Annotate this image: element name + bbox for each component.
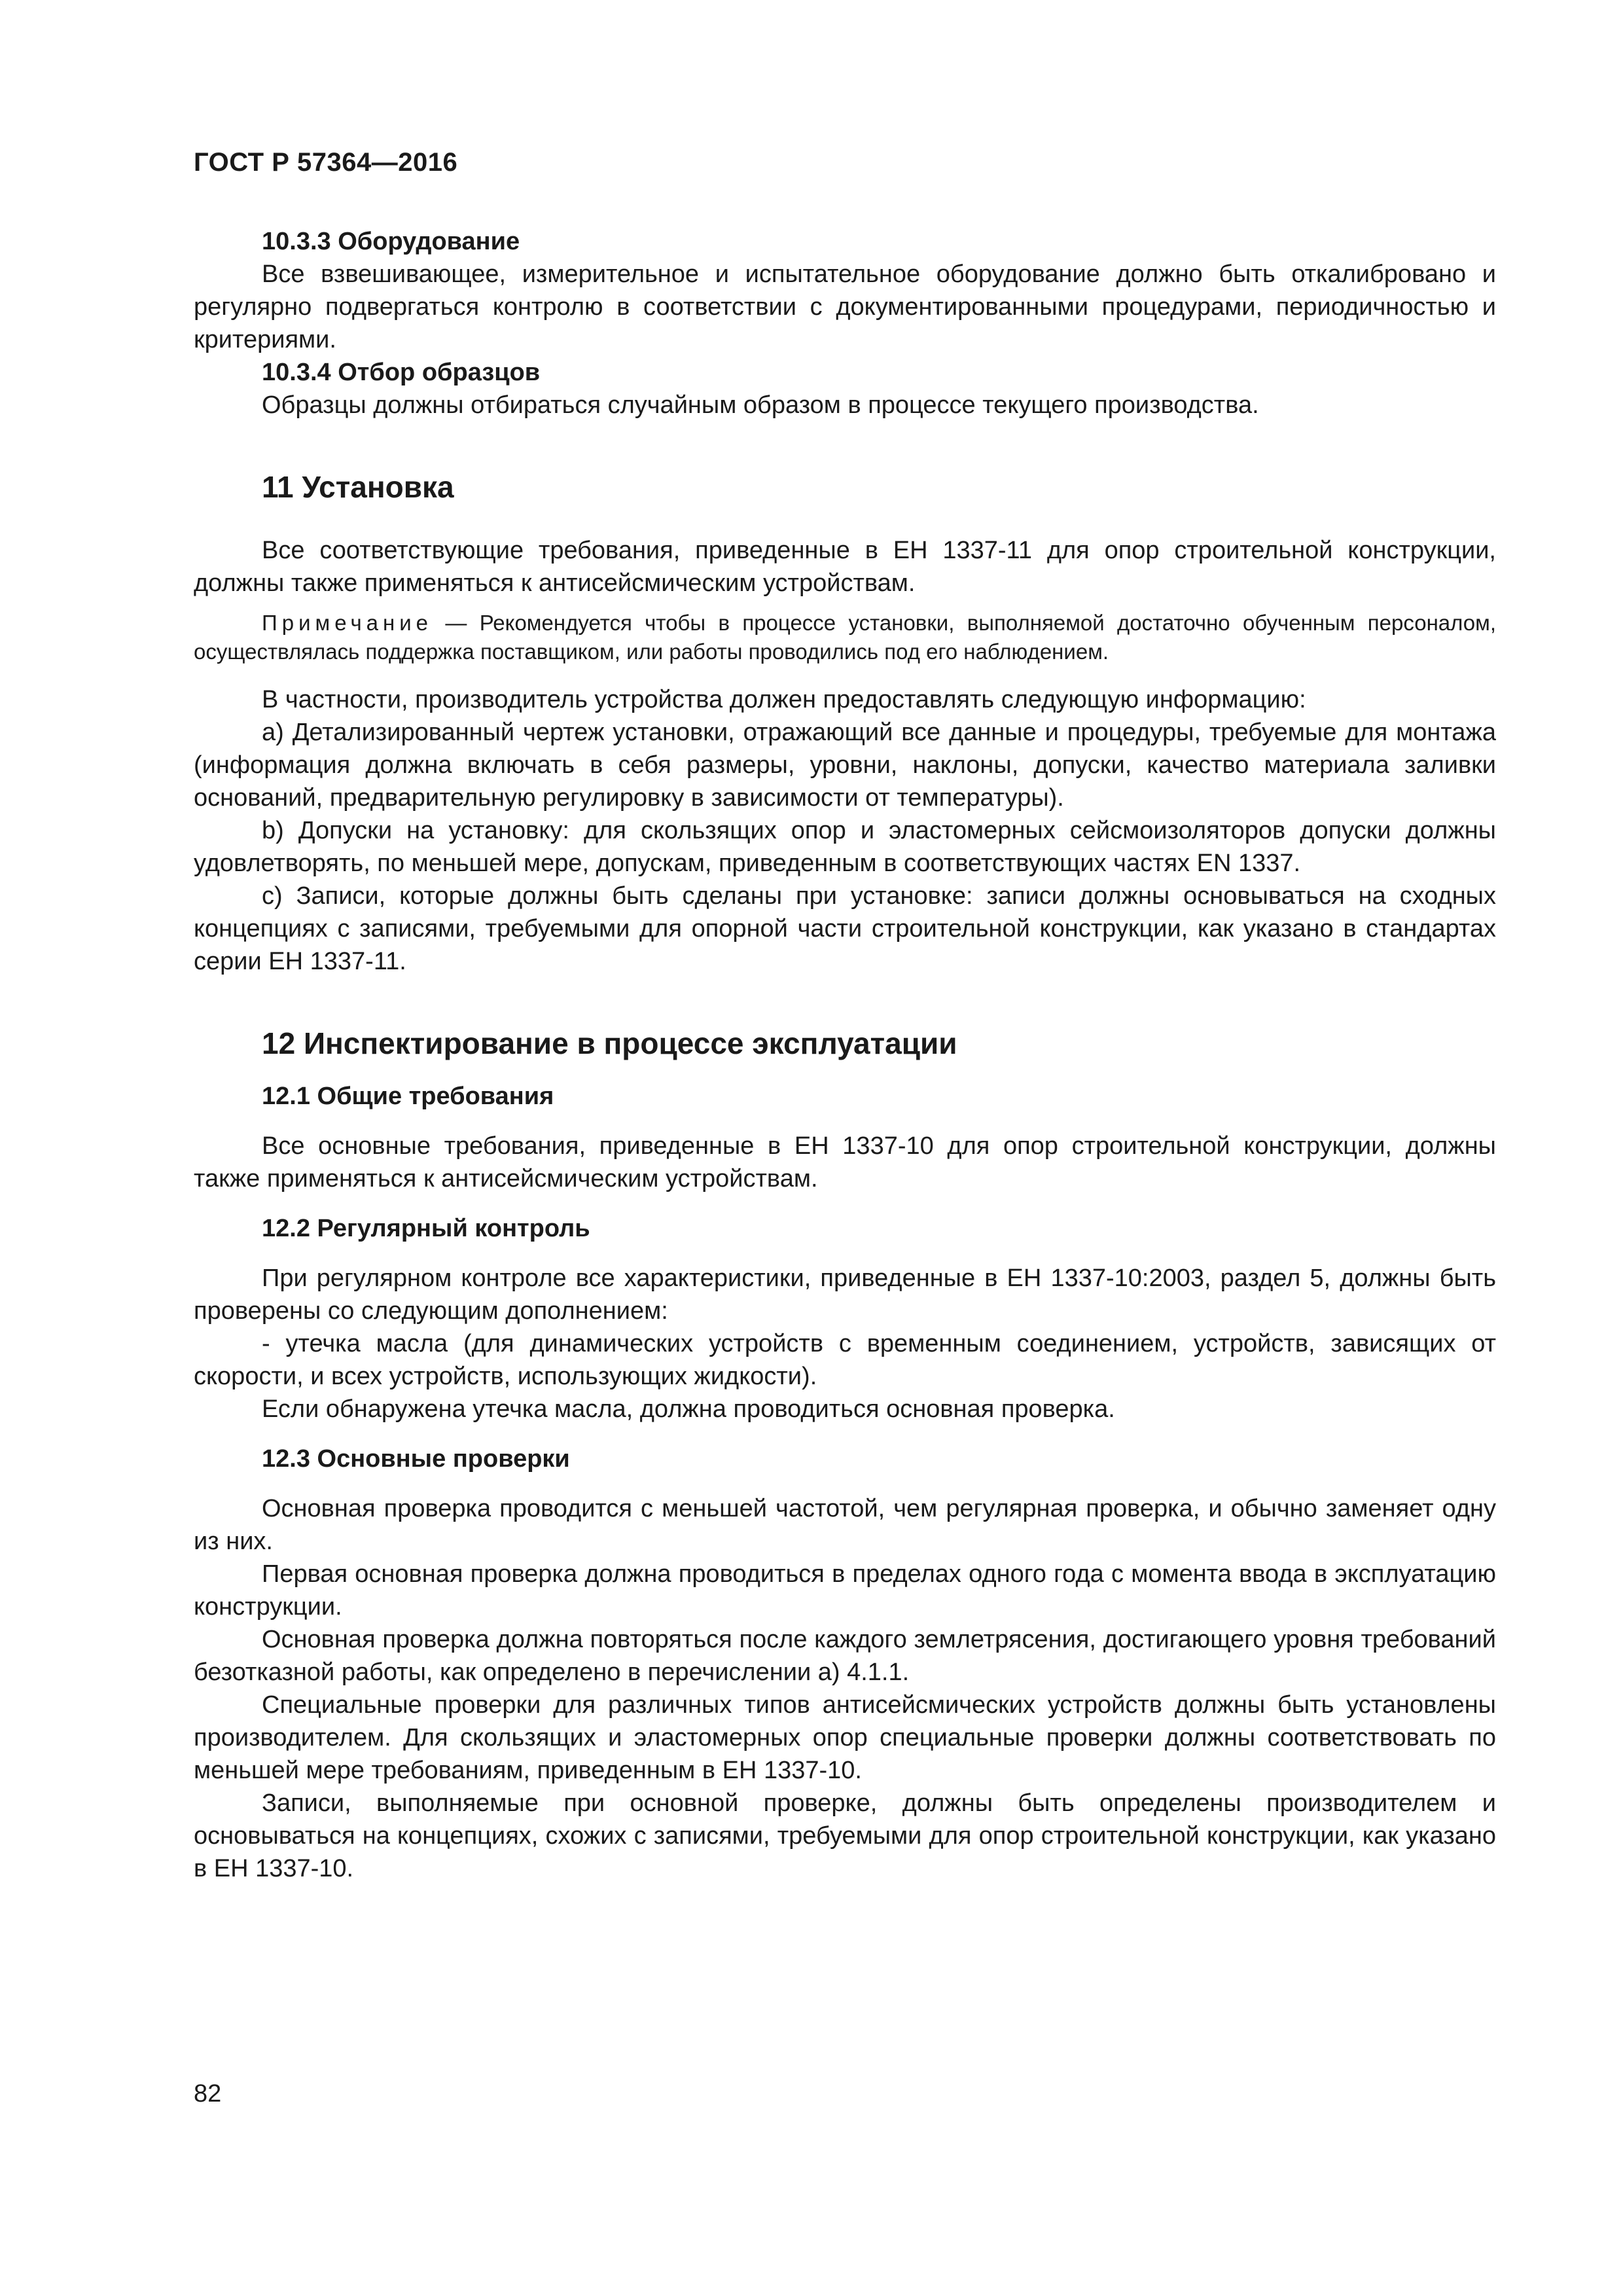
- note-text: — Рекомендуется чтобы в процессе установки, выполняемой достаточно обученным персоналом, осуществлялась поддержка поставщиком, или работы проводились под его наблюдением.: [194, 611, 1496, 664]
- list-item-11-b: b) Допуски на установку: для скользящих опор и эластомерных сейсмоизоляторов допуски должны удовлетворять, по меньшей мере, допускам, приведенным в соответствующих частях EN 1337.: [194, 817, 1496, 877]
- heading-12-1: 12.1 Общие требования: [262, 1083, 554, 1110]
- paragraph-11-1: Все соответствующие требования, приведенные в ЕН 1337-11 для опор строительной конструкции, должны также применяться к антисейсмическим устройствам.: [194, 537, 1496, 597]
- list-item-11-c: c) Записи, которые должны быть сделаны при установке: записи должны основываться на сходных концепциях с записями, требуемыми для опорной части строительной конструкции, как указано в стандартах серии ЕН 1337-11.: [194, 882, 1496, 975]
- heading-12-3: 12.3 Основные проверки: [262, 1445, 570, 1473]
- heading-11: 11 Установка: [262, 470, 454, 504]
- paragraph-10-3-3-1: Все взвешивающее, измерительное и испытательное оборудование должно быть откалибровано и регулярно подвергаться контролю в соответствии с документированными процедурами, периодичностью и критериями.: [194, 260, 1496, 353]
- document-body: [194, 225, 1496, 1885]
- paragraph-12-3-2: Первая основная проверка должна проводиться в пределах одного года с момента ввода в эксплуатацию конструкции.: [194, 1560, 1496, 1621]
- heading-12-2: 12.2 Регулярный контроль: [262, 1215, 590, 1242]
- list-item-11-a: a) Детализированный чертеж установки, отражающий все данные и процедуры, требуемые для монтажа (информация должна включать в себя размеры, уровни, наклоны, допуски, качество материала заливки оснований, предварительную регулировку в зависимости от температуры).: [194, 719, 1496, 812]
- paragraph-12-3-4: Специальные проверки для различных типов антисейсмических устройств должны быть установлены производителем. Для скользящих и эластомерных опор специальные проверки должны соответствовать по меньшей мере требованиям, приведенным в ЕН 1337-10.: [194, 1691, 1496, 1784]
- note-11: [194, 609, 1496, 666]
- paragraph-12-2-1: При регулярном контроле все характеристики, приведенные в ЕН 1337-10:2003, раздел 5, должны быть проверены со следующим дополнением:: [194, 1265, 1496, 1325]
- paragraph-12-2-3: Если обнаружена утечка масла, должна проводиться основная проверка.: [262, 1395, 1115, 1423]
- heading-10-3-4: 10.3.4 Отбор образцов: [262, 359, 541, 386]
- paragraph-12-3-3: Основная проверка должна повторяться после каждого землетрясения, достигающего уровня требований безотказной работы, как определено в перечислении а) 4.1.1.: [194, 1626, 1496, 1686]
- paragraph-12-1-1: Все основные требования, приведенные в ЕН 1337-10 для опор строительной конструкции, должны также применяться к антисейсмическим устройствам.: [194, 1132, 1496, 1193]
- paragraph-12-3-1: Основная проверка проводится с меньшей частотой, чем регулярная проверка, и обычно заменяет одну из них.: [194, 1495, 1496, 1555]
- document-id-header: ГОСТ Р 57364—2016: [194, 148, 458, 177]
- paragraph-10-3-4-1: Образцы должны отбираться случайным образом в процессе текущего производства.: [262, 391, 1259, 419]
- paragraph-12-2-2: - утечка масла (для динамических устройств с временным соединением, устройств, зависящих от скорости, и всех устройств, использующих жидкости).: [194, 1330, 1496, 1390]
- heading-12: 12 Инспектирование в процессе эксплуатации: [262, 1026, 957, 1060]
- paragraph-11-2: В частности, производитель устройства должен предоставлять следующую информацию:: [262, 686, 1306, 713]
- paragraph-12-3-5: Записи, выполняемые при основной проверке, должны быть определены производителем и основываться на концепциях, схожих с записями, требуемыми для опор строительной конструкции, как указано в ЕН 1337-10.: [194, 1789, 1496, 1882]
- heading-10-3-3: 10.3.3 Оборудование: [262, 228, 520, 255]
- page-number: 82: [194, 2080, 222, 2108]
- note-label: Примечание: [262, 611, 433, 635]
